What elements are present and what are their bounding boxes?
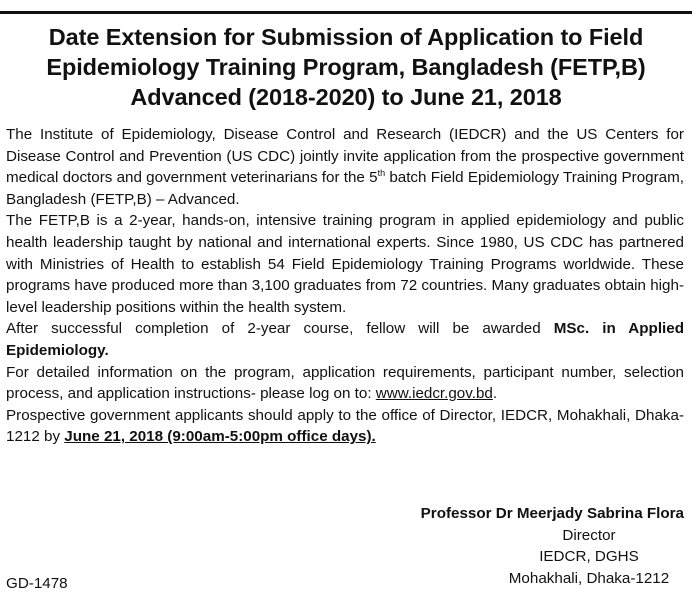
- award-degree: MSc. in Applied Epidemiology.: [6, 320, 684, 359]
- paragraph-submission: [6, 405, 684, 448]
- signature-block: [364, 503, 684, 589]
- signatory-designation: Director: [562, 526, 616, 544]
- website-link[interactable]: www.iedcr.gov.bd: [375, 385, 493, 403]
- paragraph-invitation: [6, 124, 684, 210]
- submission-text: Prospective government applicants should apply to the office of Director, IEDCR, Mohakhali, Dhaka-1212 by: [6, 406, 684, 446]
- signatory-address: Mohakhali, Dhaka-1212: [508, 569, 670, 587]
- submission-deadline: June 21, 2018 (9:00am-5:00pm office days).: [64, 428, 376, 446]
- notice-title: [8, 22, 684, 112]
- paragraph-award: [6, 318, 684, 361]
- information-end: .: [492, 385, 498, 403]
- title-line-1: Date Extension for Submission of Application to Field: [48, 24, 644, 50]
- invitation-text-end: batch Field Epidemiology Training Program, Bangladesh (FETP,B) – Advanced.: [6, 169, 684, 208]
- top-rule: [0, 11, 692, 14]
- paragraph-program-description: The FETP,B is a 2-year, hands-on, intensive training program in applied epidemiology and public health leadership taught by national and international experts. Since 1980, US CDC has partnered with Ministries of Health to establish 54 Field Epidemiology Training Programs worldwide. These programs have produced more than 3,100 graduates from 72 countries. Many graduates obtain high-level leadership positions within the health system.: [6, 212, 684, 316]
- title-line-2: Epidemiology Training Program, Bangladesh (FETP,B): [46, 54, 646, 80]
- advertisement-code: GD-1478: [6, 575, 68, 592]
- information-text: For detailed information on the program, application requirements, participant number, selection process, and application instructions- please log on to:: [6, 363, 684, 403]
- paragraph-information: [6, 362, 684, 405]
- signatory-office: IEDCR, DGHS: [539, 548, 639, 566]
- title-line-3: Advanced (2018-2020) to June 21, 2018: [130, 84, 562, 110]
- invitation-text: The Institute of Epidemiology, Disease Control and Research (IEDCR) and the US Centers for Disease Control and Prevention (US CDC) jointly invite application from the prospective government medical doctors and government veterinarians for the 5: [6, 126, 684, 187]
- award-text: After successful completion of 2-year course, fellow will be awarded: [6, 320, 554, 338]
- notice-body: [6, 124, 684, 448]
- signatory-name: Professor Dr Meerjady Sabrina Flora: [420, 505, 684, 522]
- batch-ordinal-suffix: th: [377, 168, 386, 179]
